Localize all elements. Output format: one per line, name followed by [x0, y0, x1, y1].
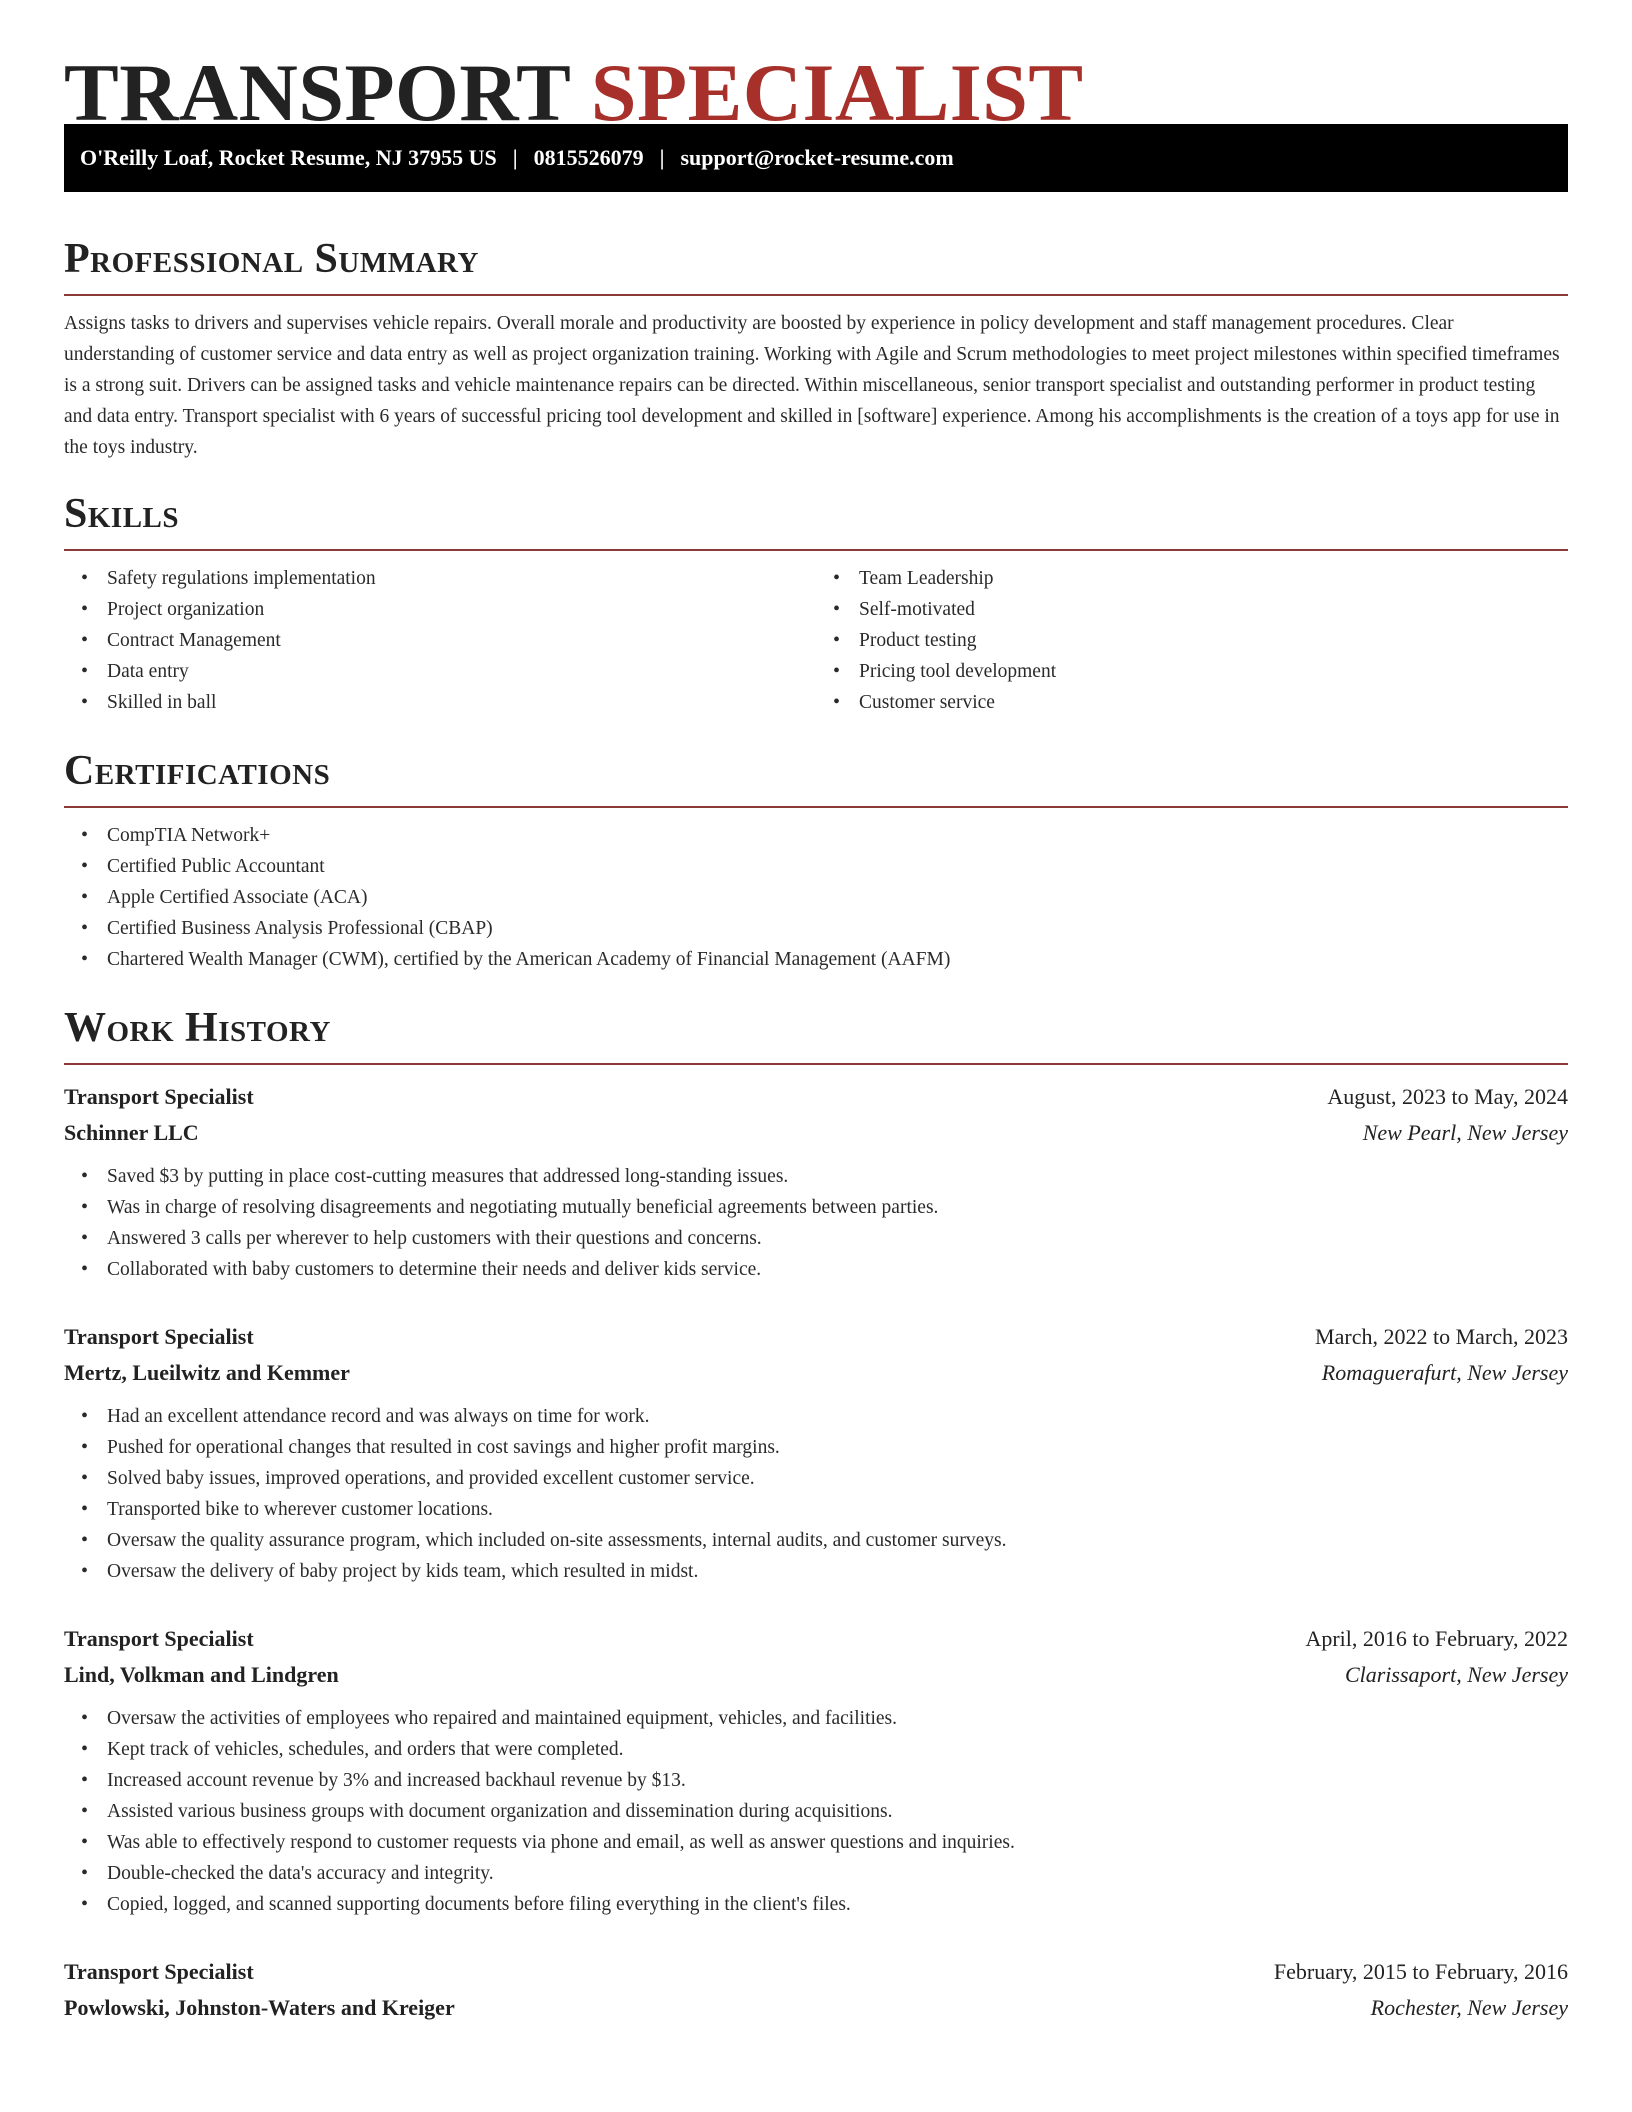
job-header-row: [64, 1319, 1568, 1355]
job-location: Romaguerafurt, New Jersey: [1321, 1360, 1568, 1385]
section-heading: Work History: [64, 1007, 1568, 1065]
skill-item: • Team Leadership: [859, 563, 1568, 594]
skills-list-right: [816, 563, 1568, 718]
certification-item: • Certified Public Accountant: [107, 851, 1568, 882]
job-duty: • Transported bike to wherever customer locations.: [107, 1494, 1568, 1525]
skill-item: • Data entry: [107, 656, 816, 687]
job-dates: August, 2023 to May, 2024: [1327, 1084, 1568, 1109]
job-entry: [64, 1621, 1568, 1920]
job-company: Lind, Volkman and Lindgren: [64, 1662, 339, 1687]
job-duty: • Answered 3 calls per wherever to help customers with their questions and concerns.: [107, 1223, 1568, 1254]
skill-item: • Project organization: [107, 594, 816, 625]
job-duty: • Had an excellent attendance record and was always on time for work.: [107, 1401, 1568, 1432]
job-company-row: [64, 1355, 1568, 1391]
job-header-row: [64, 1079, 1568, 1115]
job-duties-list: [64, 1703, 1568, 1920]
skill-item: • Contract Management: [107, 625, 816, 656]
contact-address: O'Reilly Loaf, Rocket Resume, NJ 37955 US: [80, 145, 497, 170]
certification-item: • Chartered Wealth Manager (CWM), certified by the American Academy of Financial Management (AAFM): [107, 944, 1568, 975]
job-duty: • Pushed for operational changes that resulted in cost savings and higher profit margins.: [107, 1432, 1568, 1463]
job-title: Transport Specialist: [64, 1324, 254, 1349]
job-title: Transport Specialist: [64, 1626, 254, 1651]
job-location: Rochester, New Jersey: [1370, 1995, 1568, 2020]
certification-item: • CompTIA Network+: [107, 820, 1568, 851]
job-duty: • Assisted various business groups with document organization and dissemination during acquisitions.: [107, 1796, 1568, 1827]
certification-item: • Apple Certified Associate (ACA): [107, 882, 1568, 913]
job-duty: • Was able to effectively respond to customer requests via phone and email, as well as answer questions and inquiries.: [107, 1827, 1568, 1858]
job-duty: • Solved baby issues, improved operations, and provided excellent customer service.: [107, 1463, 1568, 1494]
job-duty: • Oversaw the activities of employees who repaired and maintained equipment, vehicles, and facilities.: [107, 1703, 1568, 1734]
work-history-section: [64, 1007, 1568, 2026]
certification-item: • Certified Business Analysis Professional (CBAP): [107, 913, 1568, 944]
skill-item: • Pricing tool development: [859, 656, 1568, 687]
skill-item: • Product testing: [859, 625, 1568, 656]
job-header-row: [64, 1954, 1568, 1990]
section-heading: Professional Summary: [64, 238, 1568, 296]
skill-item: • Safety regulations implementation: [107, 563, 816, 594]
job-title: Transport Specialist: [64, 1959, 254, 1984]
summary-text: Assigns tasks to drivers and supervises vehicle repairs. Overall morale and productivity are boosted by experience in policy development and staff management procedures. Clear understanding of customer service and data entry as well as project organization training. Working with Agile and Scrum methodologies to meet project milestones within specified timeframes is a strong suit. Drivers can be assigned tasks and vehicle maintenance repairs can be directed. Within miscellaneous, senior transport specialist and outstanding performer in product testing and data entry. Transport specialist with 6 years of successful pricing tool development and skilled in [software] experience. Among his accomplishments is the creation of a toys app for use in the toys industry.: [64, 313, 1560, 458]
section-heading: Skills: [64, 493, 1568, 551]
title-primary: TRANSPORT: [64, 47, 570, 138]
job-entry: [64, 1319, 1568, 1587]
certifications-list: [64, 820, 1568, 975]
skill-item: • Skilled in ball: [107, 687, 816, 718]
job-entry: [64, 1079, 1568, 1285]
job-duty: • Kept track of vehicles, schedules, and orders that were completed.: [107, 1734, 1568, 1765]
job-company: Powlowski, Johnston-Waters and Kreiger: [64, 1995, 455, 2020]
job-company-row: [64, 1990, 1568, 2026]
contact-email: support@rocket-resume.com: [680, 145, 954, 170]
job-company: Mertz, Lueilwitz and Kemmer: [64, 1360, 350, 1385]
resume-title: [64, 0, 1568, 138]
professional-summary-section: [64, 238, 1568, 463]
job-duty: • Saved $3 by putting in place cost-cutting measures that addressed long-standing issues.: [107, 1161, 1568, 1192]
skills-section: [64, 493, 1568, 718]
contact-separator: |: [659, 145, 665, 170]
job-location: New Pearl, New Jersey: [1362, 1120, 1568, 1145]
skill-item: • Customer service: [859, 687, 1568, 718]
skill-item: • Self-motivated: [859, 594, 1568, 625]
section-heading: Certifications: [64, 750, 1568, 808]
title-accent: SPECIALIST: [590, 47, 1084, 138]
job-entry: [64, 1954, 1568, 2026]
job-duty: • Collaborated with baby customers to determine their needs and deliver kids service.: [107, 1254, 1568, 1285]
job-company-row: [64, 1657, 1568, 1693]
job-duties-list: [64, 1401, 1568, 1587]
job-dates: April, 2016 to February, 2022: [1305, 1626, 1568, 1651]
job-duty: • Was in charge of resolving disagreements and negotiating mutually beneficial agreements between parties.: [107, 1192, 1568, 1223]
job-duty: • Copied, logged, and scanned supporting documents before filing everything in the client's files.: [107, 1889, 1568, 1920]
certifications-section: [64, 750, 1568, 975]
job-duty: • Oversaw the delivery of baby project by kids team, which resulted in midst.: [107, 1556, 1568, 1587]
job-duty: • Double-checked the data's accuracy and integrity.: [107, 1858, 1568, 1889]
job-dates: March, 2022 to March, 2023: [1315, 1324, 1568, 1349]
job-dates: February, 2015 to February, 2016: [1273, 1959, 1568, 1984]
job-duty: • Oversaw the quality assurance program, which included on-site assessments, internal audits, and customer surveys.: [107, 1525, 1568, 1556]
contact-separator: |: [512, 145, 518, 170]
job-duty: • Increased account revenue by 3% and increased backhaul revenue by $13.: [107, 1765, 1568, 1796]
skills-grid: [64, 551, 1568, 718]
job-duties-list: [64, 1161, 1568, 1285]
job-company-row: [64, 1115, 1568, 1151]
job-header-row: [64, 1621, 1568, 1657]
skills-list-left: [64, 563, 816, 718]
contact-phone: 0815526079: [533, 145, 644, 170]
job-title: Transport Specialist: [64, 1084, 254, 1109]
job-location: Clarissaport, New Jersey: [1344, 1662, 1568, 1687]
job-company: Schinner LLC: [64, 1120, 199, 1145]
